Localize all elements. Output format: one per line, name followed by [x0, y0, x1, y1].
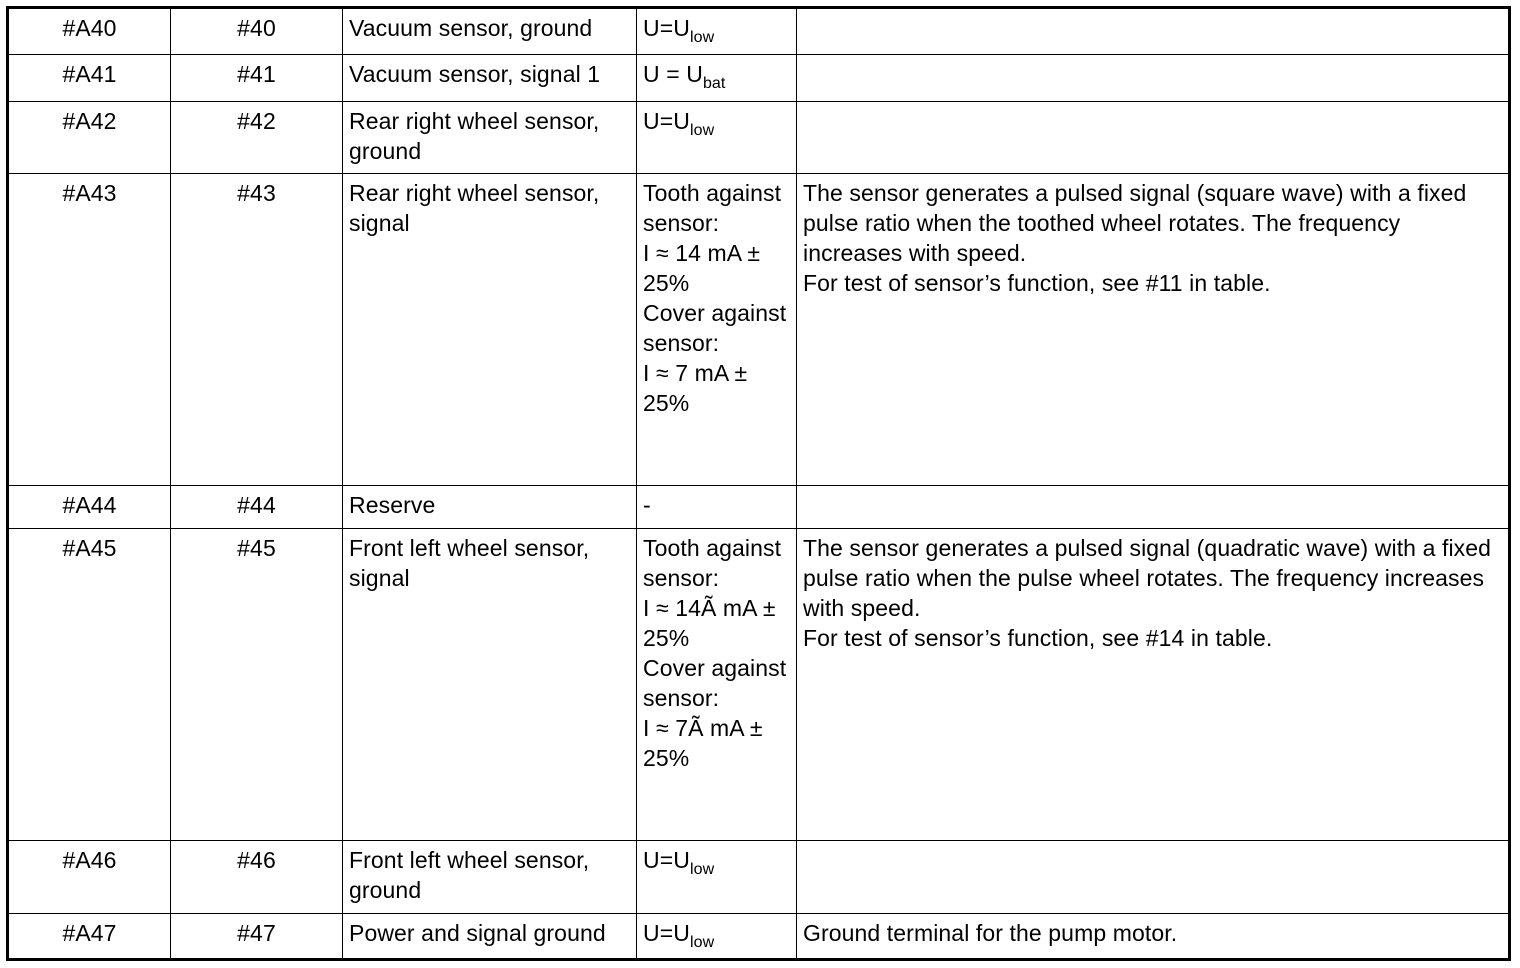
comment-cell [797, 55, 1510, 102]
value-cell [637, 55, 797, 102]
pin-cell: #46 [171, 841, 343, 914]
comment-cell: Ground terminal for the pump motor. [797, 914, 1510, 960]
function-cell: Power and signal ground [343, 914, 637, 960]
value-subscript: low [689, 122, 715, 139]
pin-cell: #41 [171, 55, 343, 102]
comment-cell [797, 8, 1510, 55]
function-cell: Vacuum sensor, ground [343, 8, 637, 55]
value-main: U=U [643, 108, 690, 134]
pin-table-body [8, 8, 1510, 960]
pin-cell: #47 [171, 914, 343, 960]
function-cell: Rear right wheel sensor, ground [343, 102, 637, 174]
value-cell [637, 102, 797, 174]
table-row [8, 914, 1510, 960]
table-row [8, 486, 1510, 529]
comment-cell [797, 841, 1510, 914]
table-row [8, 529, 1510, 841]
pin-cell: #44 [171, 486, 343, 529]
value-cell [637, 914, 797, 960]
value-subscript: low [689, 861, 715, 878]
value-cell [637, 8, 797, 55]
pin-a-cell: #A46 [8, 841, 171, 914]
value-cell: Tooth against sensor: I ≈ 14Ã mA ± 25% Cover against sensor: I ≈ 7Ã mA ± 25% [637, 529, 797, 841]
value-main: U=U [643, 920, 690, 946]
pin-a-cell: #A41 [8, 55, 171, 102]
value-cell: Tooth against sensor: I ≈ 14 mA ± 25% Cover against sensor: I ≈ 7 mA ± 25% [637, 174, 797, 486]
function-cell: Front left wheel sensor, ground [343, 841, 637, 914]
value-main: U = U [643, 61, 703, 87]
pin-a-cell: #A45 [8, 529, 171, 841]
comment-cell: The sensor generates a pulsed signal (square wave) with a fixed pulse ratio when the toothed wheel rotates. The frequency increases with speed. For test of sensor’s function, see #11 in table. [797, 174, 1510, 486]
table-row [8, 841, 1510, 914]
table-row [8, 55, 1510, 102]
comment-cell [797, 102, 1510, 174]
pin-cell: #42 [171, 102, 343, 174]
value-main: U=U [643, 847, 690, 873]
pin-a-cell: #A47 [8, 914, 171, 960]
value-cell: - [637, 486, 797, 529]
table-row [8, 102, 1510, 174]
value-subscript: low [689, 29, 715, 46]
value-subscript: low [689, 934, 715, 951]
table-row [8, 174, 1510, 486]
value-main: U=U [643, 15, 690, 41]
pin-a-cell: #A42 [8, 102, 171, 174]
pin-cell: #40 [171, 8, 343, 55]
function-cell: Rear right wheel sensor, signal [343, 174, 637, 486]
pin-cell: #45 [171, 529, 343, 841]
value-cell [637, 841, 797, 914]
pin-cell: #43 [171, 174, 343, 486]
pin-table [6, 6, 1511, 961]
value-subscript: bat [702, 75, 726, 92]
comment-cell: The sensor generates a pulsed signal (quadratic wave) with a fixed pulse ratio when the pulse wheel rotates. The frequency increases with speed. For test of sensor’s function, see #14 in table. [797, 529, 1510, 841]
pin-a-cell: #A43 [8, 174, 171, 486]
function-cell: Front left wheel sensor, signal [343, 529, 637, 841]
comment-cell [797, 486, 1510, 529]
pin-a-cell: #A44 [8, 486, 171, 529]
table-row [8, 8, 1510, 55]
pin-a-cell: #A40 [8, 8, 171, 55]
function-cell: Vacuum sensor, signal 1 [343, 55, 637, 102]
function-cell: Reserve [343, 486, 637, 529]
